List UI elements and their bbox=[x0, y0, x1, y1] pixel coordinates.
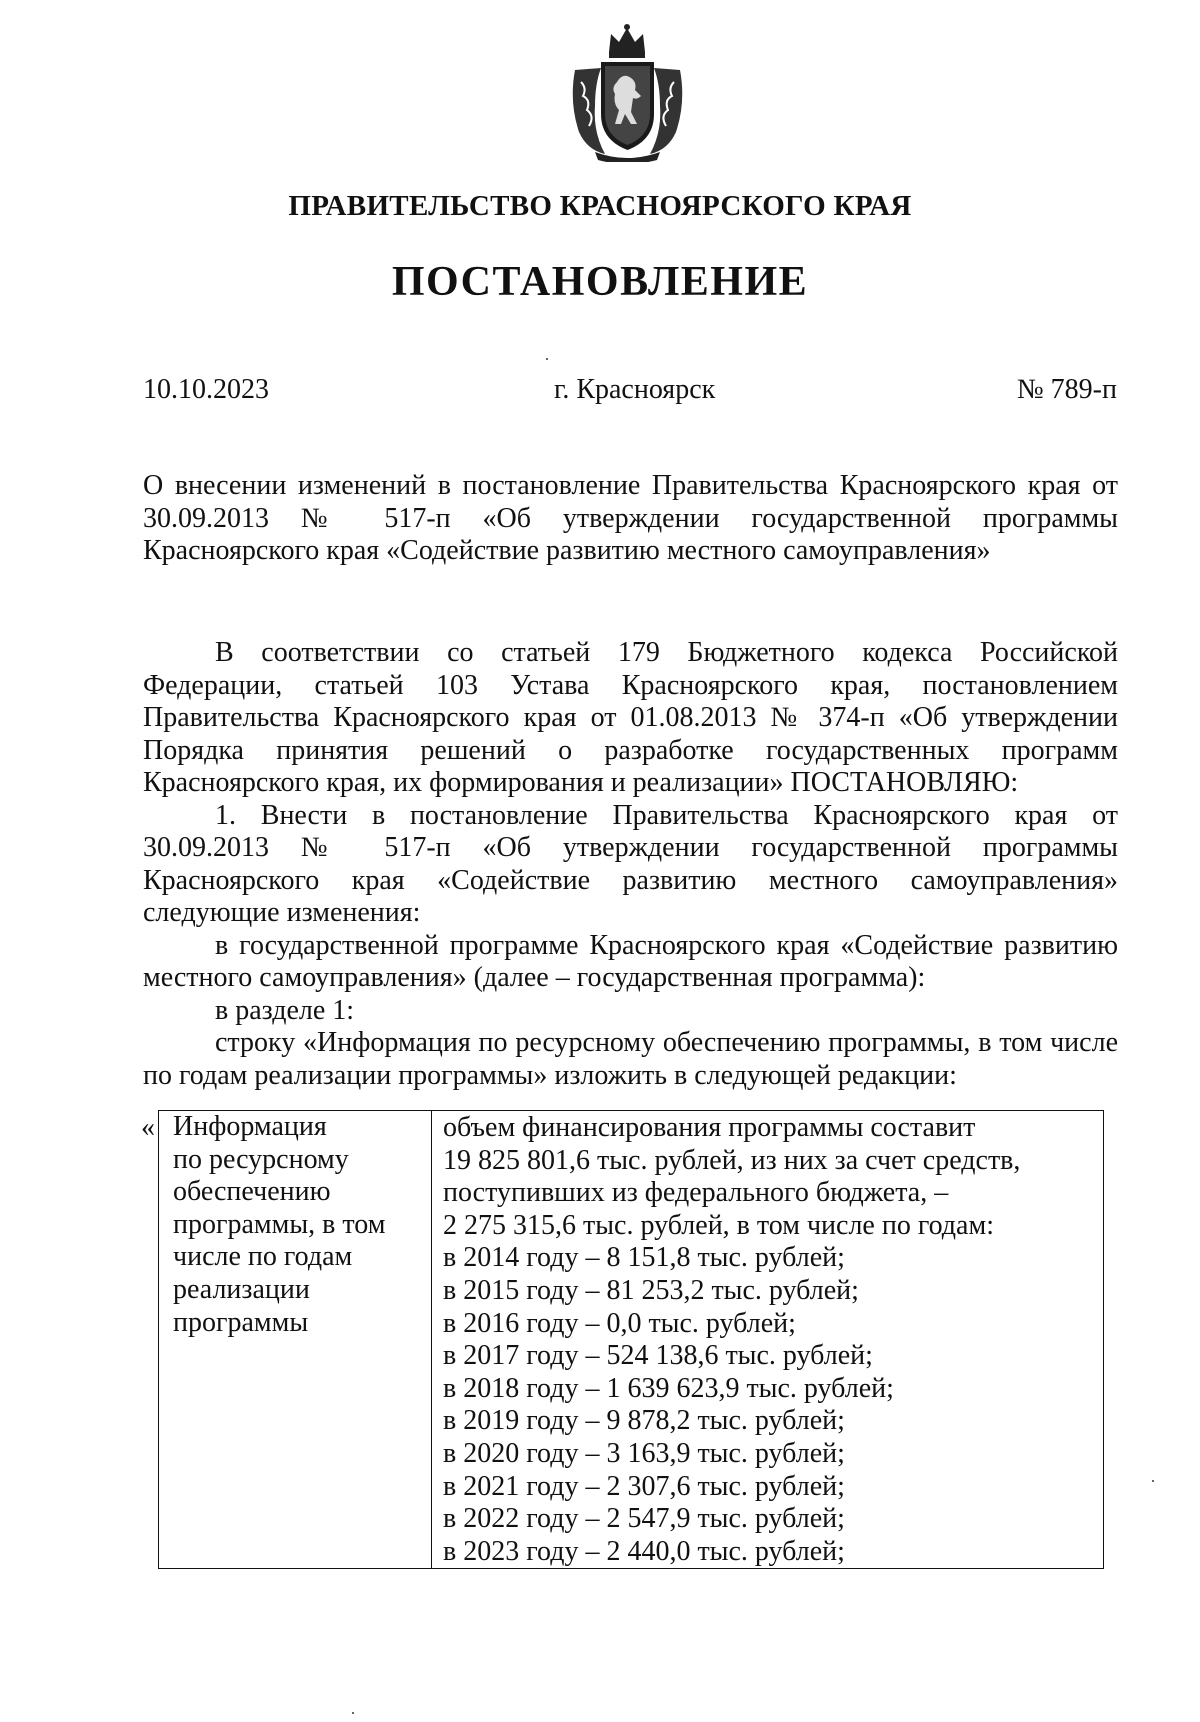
label-line: обеспечению bbox=[173, 1176, 331, 1208]
resource-table bbox=[158, 1110, 1104, 1569]
paragraph-row-instruction: строку «Информация по ресурсному обеспечению программы, в том числе по годам реализации программы» изложить в следующей редакции: bbox=[143, 1027, 1118, 1091]
value-line: в 2018 году – 1 639 623,9 тыс. рублей; bbox=[443, 1372, 894, 1404]
table-cell-label bbox=[159, 1111, 432, 1569]
scan-artifact bbox=[546, 358, 548, 360]
label-line: реализации bbox=[173, 1273, 310, 1305]
table-row bbox=[159, 1111, 1104, 1569]
table-open-quote: « bbox=[141, 1112, 155, 1143]
coat-of-arms-icon bbox=[565, 22, 690, 162]
paragraph-item-1: 1. Внести в постановление Правительства Красноярского края от 30.09.2013 № 517-п «Об утверждении государственной программы Красноярского края «Содействие развитию местного самоуправления» следующие изменения: bbox=[143, 799, 1118, 928]
value-line: в 2019 году – 9 878,2 тыс. рублей; bbox=[443, 1405, 845, 1437]
paragraph-program: в государственной программе Красноярского края «Содействие развитию местного самоуправления» (далее – государственная программа): bbox=[143, 929, 1118, 993]
value-line: 19 825 801,6 тыс. рублей, из них за счет средств, bbox=[443, 1144, 1021, 1176]
table-cell-value bbox=[432, 1111, 1104, 1569]
label-line: Информация bbox=[173, 1111, 327, 1142]
value-line: поступивших из федерального бюджета, – bbox=[443, 1177, 949, 1209]
organization-name: ПРАВИТЕЛЬСТВО КРАСНОЯРСКОГО КРАЯ bbox=[288, 190, 912, 222]
value-line: в 2014 году – 8 151,8 тыс. рублей; bbox=[443, 1242, 845, 1274]
document-date: 10.10.2023 bbox=[143, 374, 269, 405]
document-type-title: ПОСТАНОВЛЕНИЕ bbox=[391, 259, 809, 305]
value-line: в 2020 году – 3 163,9 тыс. рублей; bbox=[443, 1437, 845, 1469]
value-line: в 2021 году – 2 307,6 тыс. рублей; bbox=[443, 1470, 845, 1502]
document-city: г. Красноярск bbox=[554, 374, 716, 405]
value-line: в 2023 году – 2 440,0 тыс. рублей; bbox=[443, 1535, 845, 1567]
value-line: в 2015 году – 81 253,2 тыс. рублей; bbox=[443, 1274, 859, 1306]
document-number: № 789-п bbox=[1016, 374, 1117, 405]
document-body bbox=[143, 637, 1118, 1092]
label-line: числе по годам bbox=[173, 1241, 353, 1273]
scan-artifact bbox=[352, 1712, 354, 1714]
paragraph-preamble: В соответствии со статьей 179 Бюджетного кодекса Российской Федерации, статьей 103 Устава Красноярского края, постановлением Правительства Красноярского края от 01.08.2013 № 374-п «Об утверждении Порядка принятия решений о разработке государственных программ Красноярского края, их формирования и реализации» ПОСТАНОВЛЯЮ: bbox=[143, 637, 1118, 798]
value-line: в 2016 году – 0,0 тыс. рублей; bbox=[443, 1307, 796, 1339]
label-line: по ресурсному bbox=[173, 1143, 349, 1175]
value-line: в 2017 году – 524 138,6 тыс. рублей; bbox=[443, 1340, 873, 1372]
label-line: программы bbox=[173, 1306, 309, 1338]
paragraph-section: в разделе 1: bbox=[215, 994, 355, 1026]
value-line: 2 275 315,6 тыс. рублей, в том числе по годам: bbox=[443, 1209, 994, 1241]
label-line: программы, в том bbox=[173, 1208, 386, 1240]
value-line: объем финансирования программы составит bbox=[443, 1112, 976, 1143]
document-subject: О внесении изменений в постановление Правительства Красноярского края от 30.09.2013 № 517-п «Об утверждении государственной программы Красноярского края «Содействие развитию местного самоуправления» bbox=[143, 470, 1118, 566]
scan-artifact bbox=[1152, 1480, 1154, 1482]
value-line: в 2022 году – 2 547,9 тыс. рублей; bbox=[443, 1503, 845, 1535]
